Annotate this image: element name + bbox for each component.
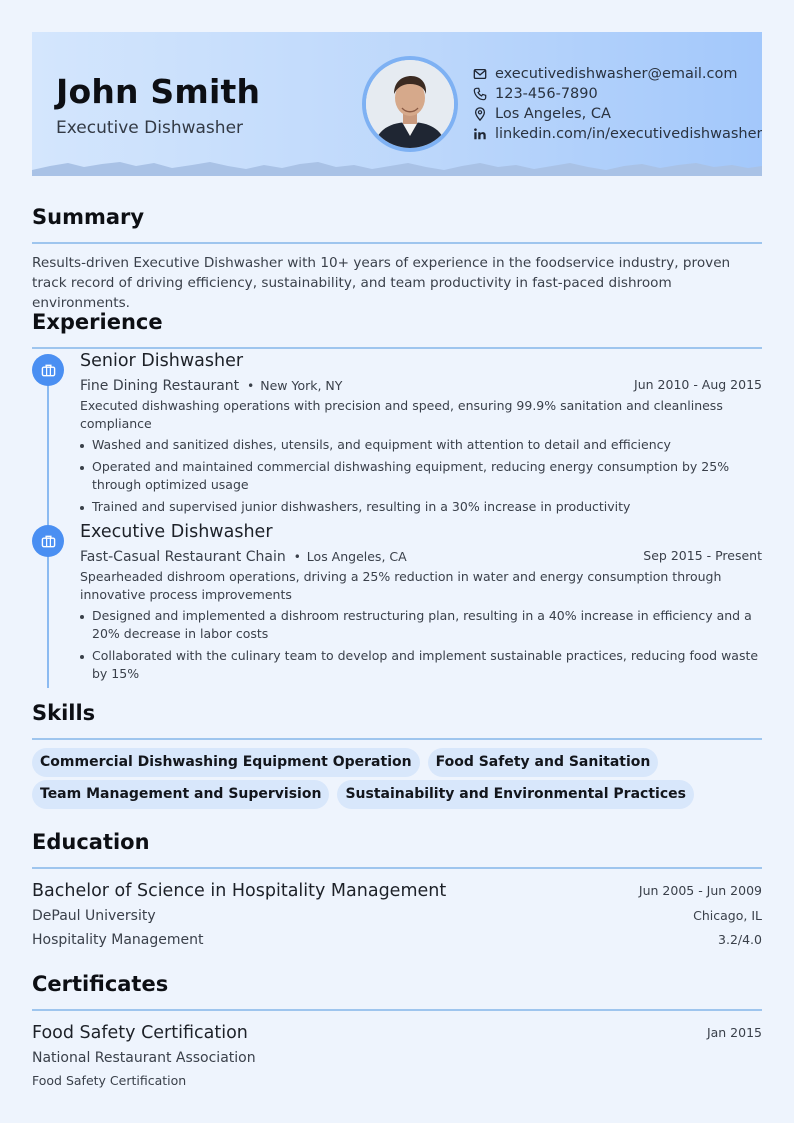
section-divider [32,1009,762,1011]
job-marker [32,354,64,386]
job-location: New York, NY [260,378,343,393]
job-details [80,519,762,687]
list-item: Collaborated with the culinary team to develop and implement sustainable practices, reducing food waste by 15% [80,647,762,683]
job-company: Fine Dining Restaurant [80,378,240,394]
job-title: Senior Dishwasher [80,351,244,371]
education-school: DePaul University [32,908,156,924]
location-pin-icon [473,107,487,121]
summary-section [32,202,762,313]
certificate-detail: Food Safety Certification [32,1073,187,1088]
education-section [32,827,762,952]
skill-chip: Food Safety and Sanitation [428,748,659,777]
contact-linkedin[interactable] [473,124,762,144]
resume-page [32,32,762,1088]
education-field: Hospitality Management [32,932,204,948]
job-meta [80,374,762,396]
skill-chip: Team Management and Supervision [32,780,329,809]
section-divider [32,242,762,244]
skills-section [32,698,762,812]
contact-email-text: executivedishwasher@email.com [495,66,738,82]
certificates-heading: Certificates [32,972,169,996]
job-description: Executed dishwashing operations with precision and speed, ensuring 99.9% sanitation and cleanliness compliance [80,398,723,431]
job-company: Fast-Casual Restaurant Chain [80,549,286,565]
summary-text: Results-driven Executive Dishwasher with 10+ years of experience in the foodservice industry, proven track record of driving efficiency, sustainability, and team productivity in fast-paced dishroom environments. [32,255,731,311]
job-location: Los Angeles, CA [306,549,407,564]
job-bullets [80,607,762,683]
job-bullets [80,436,762,516]
education-dates: Jun 2005 - Jun 2009 [638,883,762,898]
section-divider [32,738,762,740]
education-entry [32,878,762,952]
skills-heading: Skills [32,701,96,725]
skill-chip: Sustainability and Environmental Practices [337,780,694,809]
contact-email[interactable] [473,64,762,84]
contact-location-text: Los Angeles, CA [495,106,611,122]
certificate-name: Food Safety Certification [32,1023,248,1043]
list-item: Trained and supervised junior dishwashers, resulting in a 30% increase in productivity [80,498,762,516]
certificates-section [32,969,762,1092]
briefcase-icon [41,534,56,549]
meta-separator: • [293,550,301,564]
contact-phone[interactable] [473,84,762,104]
phone-icon [473,87,487,101]
education-location: Chicago, IL [693,908,762,923]
candidate-role: Executive Dishwasher [56,118,244,138]
summary-heading: Summary [32,205,145,229]
certificate-date: Jan 2015 [706,1025,762,1040]
linkedin-icon [473,127,487,141]
envelope-icon [473,67,487,81]
experience-heading: Experience [32,310,163,334]
avatar-portrait [366,60,454,148]
education-gpa: 3.2/4.0 [718,932,762,947]
job-marker [32,525,64,557]
briefcase-icon [41,363,56,378]
job-meta [80,545,762,567]
education-heading: Education [32,830,150,854]
education-school-row [32,904,762,928]
education-degree-row [32,878,762,904]
job-title: Executive Dishwasher [80,522,273,542]
job-dates: Sep 2015 - Present [643,548,762,563]
certificate-entry [32,1020,762,1092]
candidate-name: John Smith [56,72,261,111]
list-item: Washed and sanitized dishes, utensils, and equipment with attention to detail and efficiency [80,436,762,454]
section-divider [32,867,762,869]
mountain-decoration [32,160,762,176]
meta-separator: • [247,379,255,393]
contact-list [473,64,762,144]
contact-phone-text: 123-456-7890 [495,86,598,102]
skills-list [32,748,762,812]
list-item: Designed and implemented a dishroom restructuring plan, resulting in a 40% increase in efficiency and a 20% decrease in labor costs [80,607,762,643]
list-item: Operated and maintained commercial dishwashing equipment, reducing energy consumption by 25% through optimized usage [80,458,762,494]
certificate-name-row [32,1020,762,1046]
job-dates: Jun 2010 - Aug 2015 [634,377,762,392]
skill-chip: Commercial Dishwashing Equipment Operation [32,748,420,777]
contact-linkedin-text: linkedin.com/in/executivedishwasher [495,126,762,142]
job-details [80,348,762,520]
education-degree: Bachelor of Science in Hospitality Management [32,881,447,901]
contact-location [473,104,762,124]
resume-header [32,32,762,176]
education-field-row [32,928,762,952]
job-description: Spearheaded dishroom operations, driving a 25% reduction in water and energy consumption through innovative process improvements [80,569,722,602]
avatar [362,56,458,152]
experience-timeline [32,351,762,694]
certificate-issuer: National Restaurant Association [32,1050,256,1066]
experience-section [32,307,762,681]
